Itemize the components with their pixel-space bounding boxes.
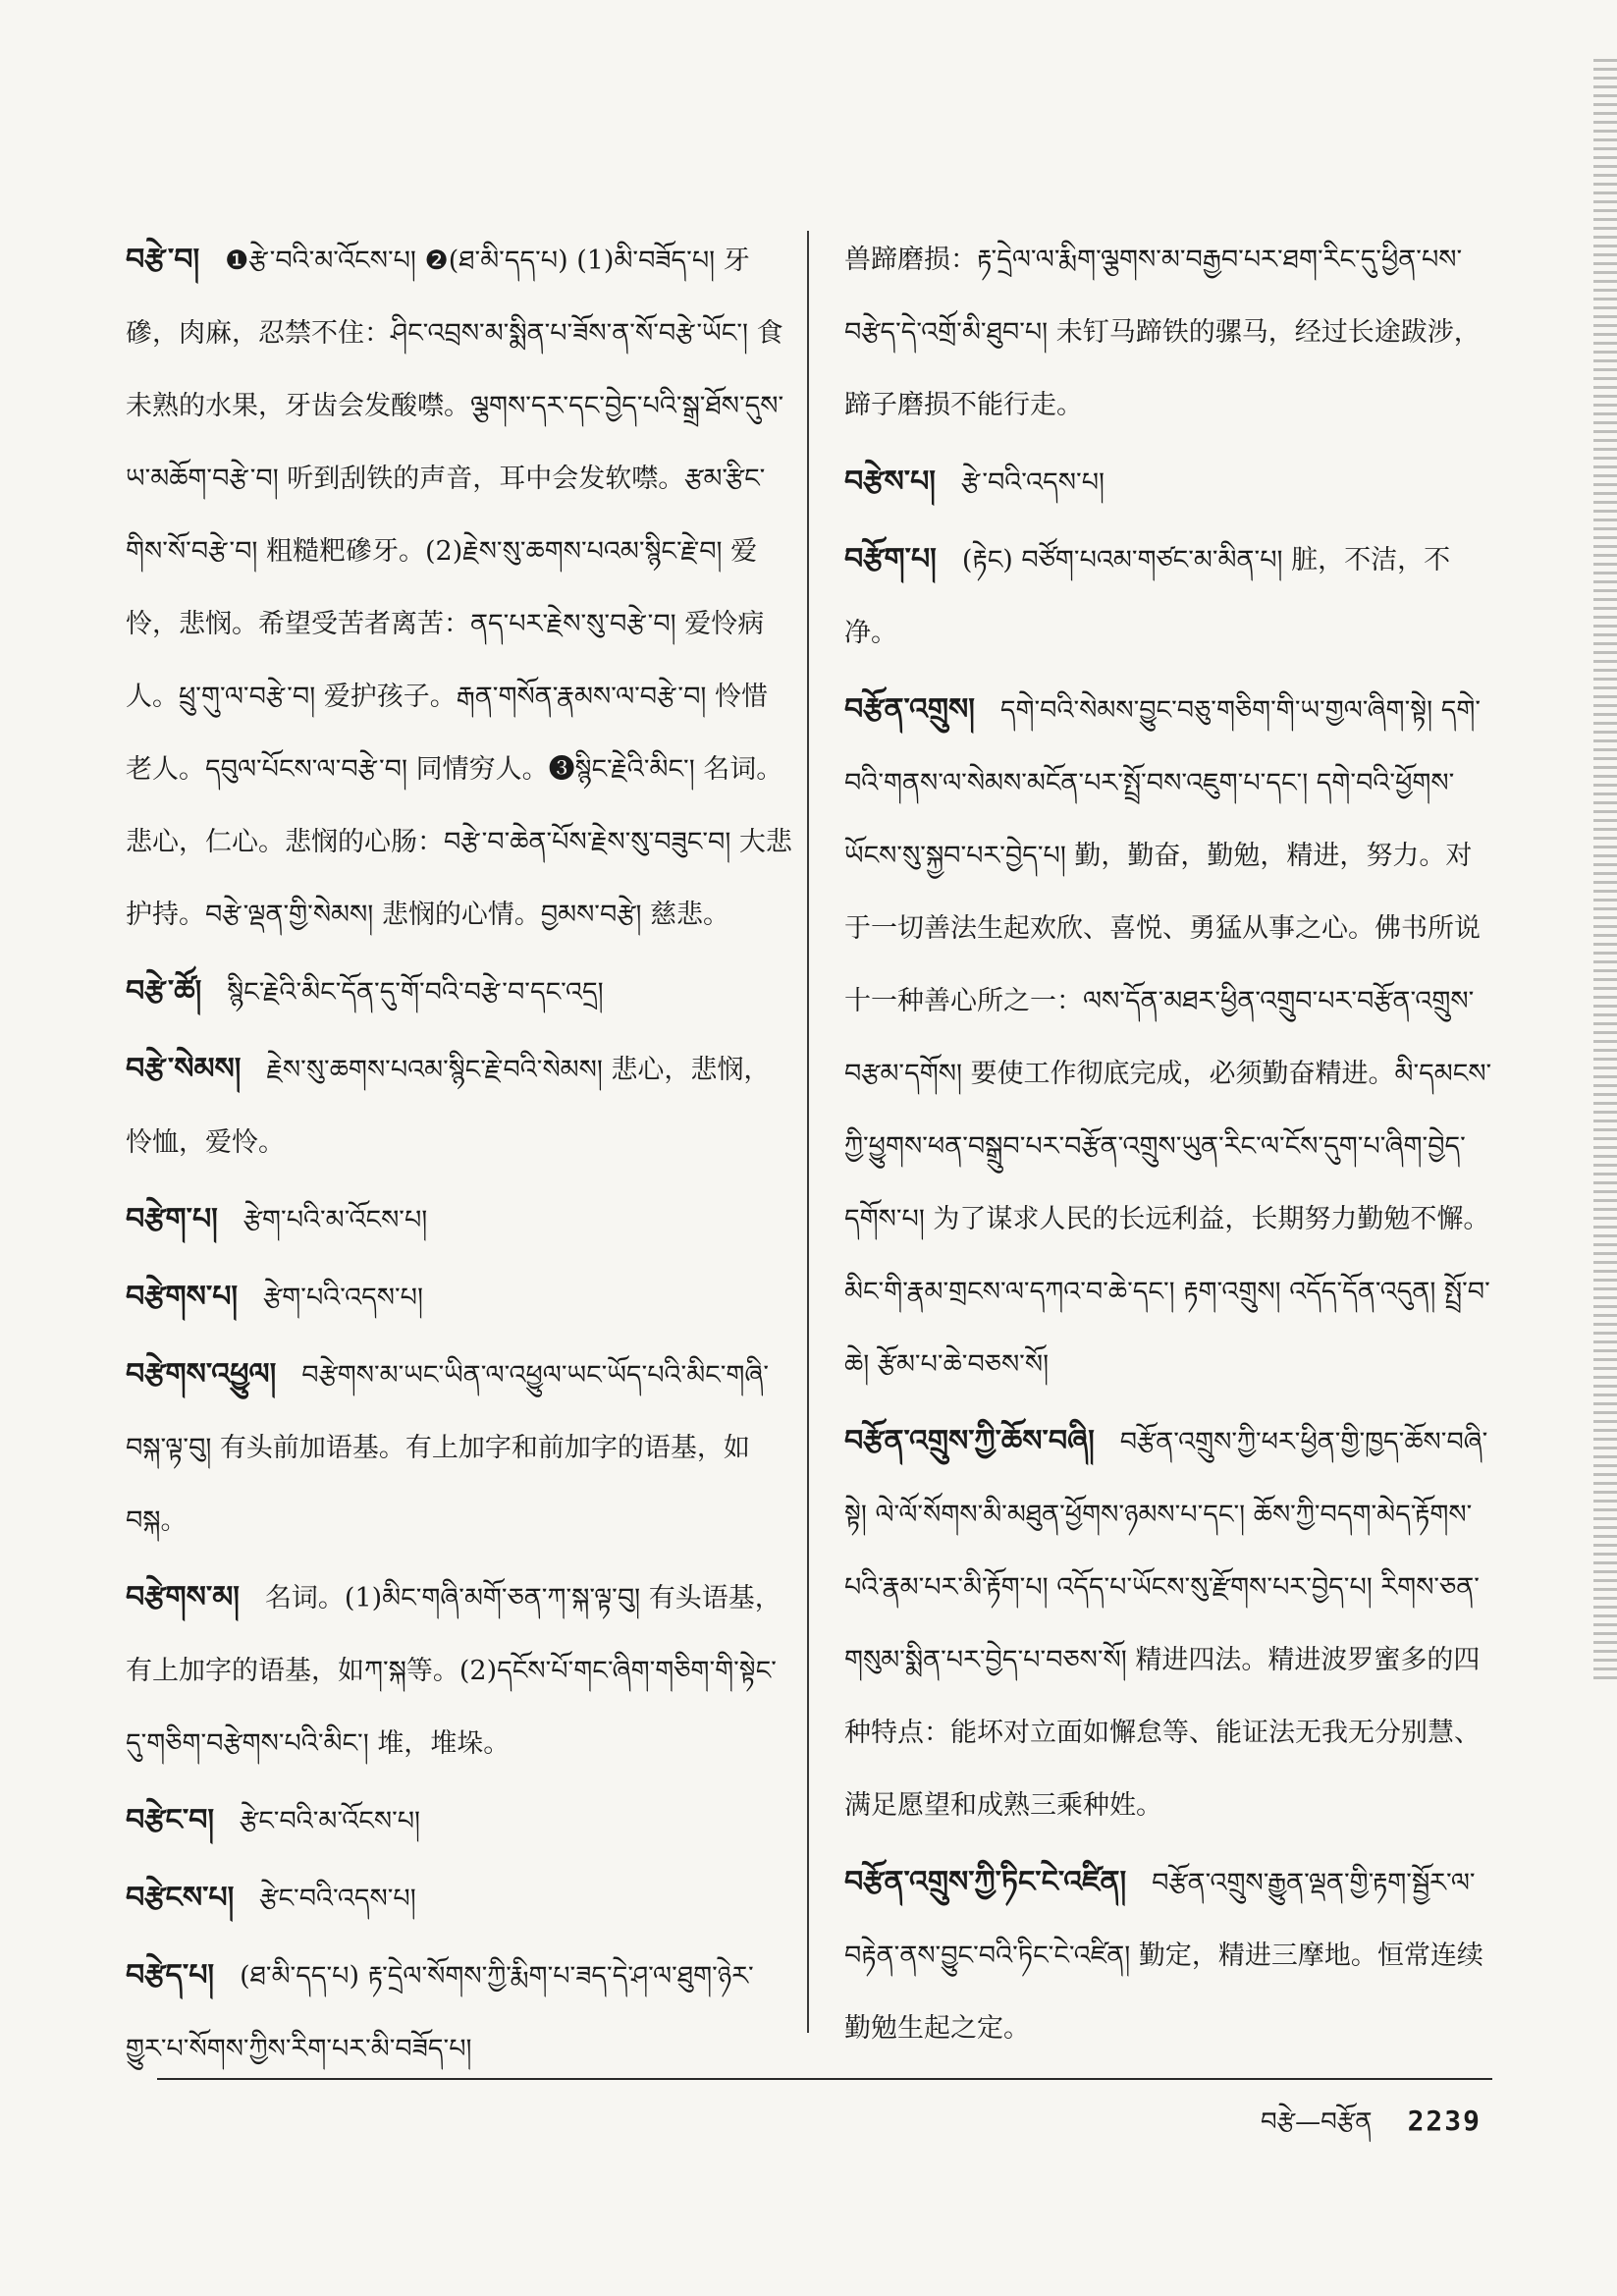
column-divider: [807, 231, 809, 2033]
entry-definition: བརྩེགས་མ་ཡང་ཡིན་ལ་འཕྱུལ་ཡང་ཡོད་པའི་མིང་གཞི་བསྐ་ལྟ་བུ། 有头前加语基。有上加字和前加字的语基，如བསྐ。: [126, 1360, 769, 1536]
entry-headword: བརྩོག་པ།: [844, 542, 937, 576]
dictionary-entry: [126, 1033, 793, 1179]
entry-definition: རྩེག་པའི་འདས་པ།: [263, 1283, 423, 1313]
entry-headword: བརྩེང་བ།: [126, 1803, 215, 1837]
page-footer: [1261, 2094, 1482, 2165]
entry-definition: རྩེག་པའི་མ་འོངས་པ།: [243, 1205, 428, 1235]
entry-headword: བརྩེགས་མ།: [126, 1580, 240, 1614]
entry-definition: དགེ་བའི་སེམས་བྱུང་བཅུ་གཅིག་གི་ཡ་གྱལ་ཞིག་སྟེ། དགེ་བའི་གནས་ལ་སེམས་མངོན་པར་སྤྲོ་བས་འཇུག་པ་དང་། དགེ་བའི་ཕྱོགས་ཡོངས་སུ་སྐྱབ་པར་བྱེད་པ། 勤，勤奋，勤勉，精进，努力。对于一切善法生起欢欣、喜悦、勇猛从事之心。佛书所说十一种善心所之一：ལས་དོན་མཐར་ཕྱིན་འགྲུབ་པར་བརྩོན་འགྲུས་བརྩམ་དགོས། 要使工作彻底完成，必须勤奋精进。མི་དམངས་ཀྱི་ཕྱུགས་ཕན་བསྒྲུབ་པར་བརྩོན་འགྲུས་ཡུན་རིང་ལ་ངོས་དུག་པ་ཞིག་བྱེད་དགོས་པ། 为了谋求人民的长远利益，长期努力勤勉不懈。མིང་གི་རྣམ་གྲངས་ལ་དཀའ་བ་ཆེ་དང་། རྟག་འགྲུས། འདོད་དོན་འདུན། སྤྲོ་བ་ཆེ། རྩོམ་པ་ཆེ་བཅས་སོ།: [844, 695, 1492, 1380]
entry-definition: རྗེས་སུ་ཆགས་པའམ་སྙིང་རྗེ་བའི་སེམས། 悲心，悲悯，怜恤，爱怜。: [126, 1055, 771, 1158]
scan-edge-marks: [1593, 59, 1617, 1679]
entry-headword: བརྩོན་འགྲུས་ཀྱི་ཆོས་བཞི།: [844, 1424, 1095, 1458]
entry-definition: 名词。(1)མིང་གཞི་མགོ་ཅན་ཀ་སྐ་ལྟ་བུ། 有头语基，有上加字的语基，如ཀ་སྐ等。(2)དངོས་པོ་གང་ཞིག་གཅིག་གི་སྟེང་དུ་གཅིག་བརྩེགས་པའི་མིང་། 堆，堆垛。: [126, 1583, 782, 1759]
dictionary-entry: [126, 1862, 793, 1936]
entry-definition: (ཐ་མི་དད་པ) རྟ་དྲེལ་སོགས་ཀྱི་རྨིག་པ་ཟད་དེ་ཤ་ལ་ཐུག་ཉེར་གྱུར་པ་སོགས་ཀྱིས་རིག་པར་མི་བཟོད་པ།: [126, 1961, 754, 2064]
dictionary-entry: [844, 224, 1492, 442]
entry-headword: བརྩེས་པ།: [844, 465, 936, 499]
entry-definition: བརྩོན་འགྲུས་རྒྱུན་ལྡན་གྱི་རྟག་སྦྱོར་ལ་བརྟེན་ནས་བྱུང་བའི་ཏིང་ངེ་འཛིན། 勤定，精进三摩地。恒常连续勤勉生起之定。: [844, 1868, 1483, 2044]
dictionary-entry: [126, 1261, 793, 1335]
entry-definition: 兽蹄磨损：རྟ་དྲེལ་ལ་རྨིག་ལྕགས་མ་བརྒྱབ་པར་ཐག་རིང་དུ་ཕྱིན་པས་བརྩེད་དེ་འགྲོ་མི་ཐུབ་པ། 未钉马蹄铁的骡马，经过长途跋涉，蹄子磨损不能行走。: [844, 245, 1481, 420]
entry-definition: སྙིང་རྗེའི་མིང་དོན་དུ་གོ་བའི་བརྩེ་བ་དང་འདྲ།: [227, 977, 604, 1008]
dictionary-entry: [844, 523, 1492, 670]
dictionary-entry: [126, 1784, 793, 1858]
entry-definition: རྩེང་བའི་མ་འོངས་པ།: [240, 1806, 421, 1836]
entry-headword: བརྩེད་པ།: [126, 1958, 215, 1993]
right-column: [844, 224, 1492, 2069]
dictionary-entry: [844, 446, 1492, 519]
dictionary-entry: [126, 956, 793, 1029]
entry-headword: བརྩེ་སེམས།: [126, 1052, 242, 1086]
dictionary-entry: [126, 1183, 793, 1257]
left-column: [126, 224, 793, 2090]
dictionary-entry: [126, 1940, 793, 2086]
dictionary-entry: [126, 1561, 793, 1780]
entry-definition: རྩེང་བའི་འདས་པ།: [259, 1884, 416, 1914]
dictionary-entry: [126, 1339, 793, 1558]
entry-headword: བརྩེགས་པ།: [126, 1280, 239, 1314]
entry-headword: བརྩོན་འགྲུས།: [844, 692, 975, 727]
entry-headword: བརྩོན་འགྲུས་ཀྱི་ཏིང་ངེ་འཛིན།: [844, 1865, 1127, 1899]
entry-definition: བརྩོན་འགྲུས་ཀྱི་ཕར་ཕྱིན་གྱི་ཁྱད་ཆོས་བཞི་སྟེ། ལེ་ལོ་སོགས་མི་མཐུན་ཕྱོགས་ཉམས་པ་དང་། ཆོས་ཀྱི་བདག་མེད་རྟོགས་པའི་རྣམ་པར་མི་རྟོག་པ། འདོད་པ་ཡོངས་སུ་རྫོགས་པར་བྱེད་པ། རིགས་ཅན་གསུམ་སྨིན་པར་བྱེད་པ་བཅས་སོ། 精进四法。精进波罗蜜多的四种特点：能坏对立面如懈怠等、能证法无我无分别慧、满足愿望和成熟三乘种姓。: [844, 1427, 1488, 1821]
entry-headword: བརྩེ་ཚོ།: [126, 974, 202, 1009]
dictionary-entry: [844, 674, 1492, 1401]
dictionary-entry: [844, 1405, 1492, 1842]
dictionary-entry: [126, 224, 793, 952]
entry-definition: རྩེ་བའི་འདས་པ།: [960, 467, 1105, 498]
page-number: 2239: [1407, 2105, 1482, 2137]
entry-headword: བརྩེག་པ།: [126, 1202, 218, 1236]
entry-definition: ❶རྩེ་བའི་མ་འོངས་པ། ❷(ཐ་མི་དད་པ) (1)མི་བཟོད་པ། 牙磣，肉麻，忍禁不住：ཤིང་འབྲས་མ་སྨིན་པ་ཟོས་ན་སོ་བརྩེ་ཡོང་། 食未熟的水果，牙齿会发酸噤。ལྕགས་དར་དང་བྱེད་པའི་སྒྲ་ཐོས་དུས་ཡ་མཆོག་བརྩེ་བ། 听到刮铁的声音，耳中会发软噤。རྩམ་རྩིང་གིས་སོ་བརྩེ་བ། 粗糙粑磣牙。(2)རྗེས་སུ་ཆགས་པའམ་སྙིང་རྗེ་བ། 爱怜，悲悯。希望受苦者离苦：ནད་པར་རྗེས་སུ་བརྩེ་བ། 爱怜病人。ཕྲུ་གུ་ལ་བརྩེ་བ། 爱护孩子。རྒན་གསོན་རྣམས་ལ་བརྩེ་བ། 怜惜老人。དབུལ་པོངས་ལ་བརྩེ་བ། 同情穷人。❸སྙིང་རྗེའི་མིང་། 名词。悲心，仁心。悲悯的心肠：བརྩེ་བ་ཆེན་པོས་རྗེས་སུ་བཟུང་བ། 大悲护持。བརྩེ་ལྡན་གྱི་སེམས། 悲悯的心情。བྱམས་བརྩེ། 慈悲。: [126, 246, 792, 930]
entry-headword: བརྩེ་བ།: [126, 243, 200, 277]
entry-definition: (རྟེང) བཙོག་པའམ་གཙང་མ་མིན་པ། 脏，不洁，不净。: [844, 545, 1451, 648]
footer-rule: [157, 2078, 1492, 2080]
entry-headword: བརྩེངས་པ།: [126, 1881, 235, 1915]
entry-headword: བརྩེགས་འཕྱུལ།: [126, 1357, 277, 1392]
running-head: བརྩེ—བརྩོན: [1260, 2107, 1373, 2137]
dictionary-entry: [844, 1846, 1492, 2065]
